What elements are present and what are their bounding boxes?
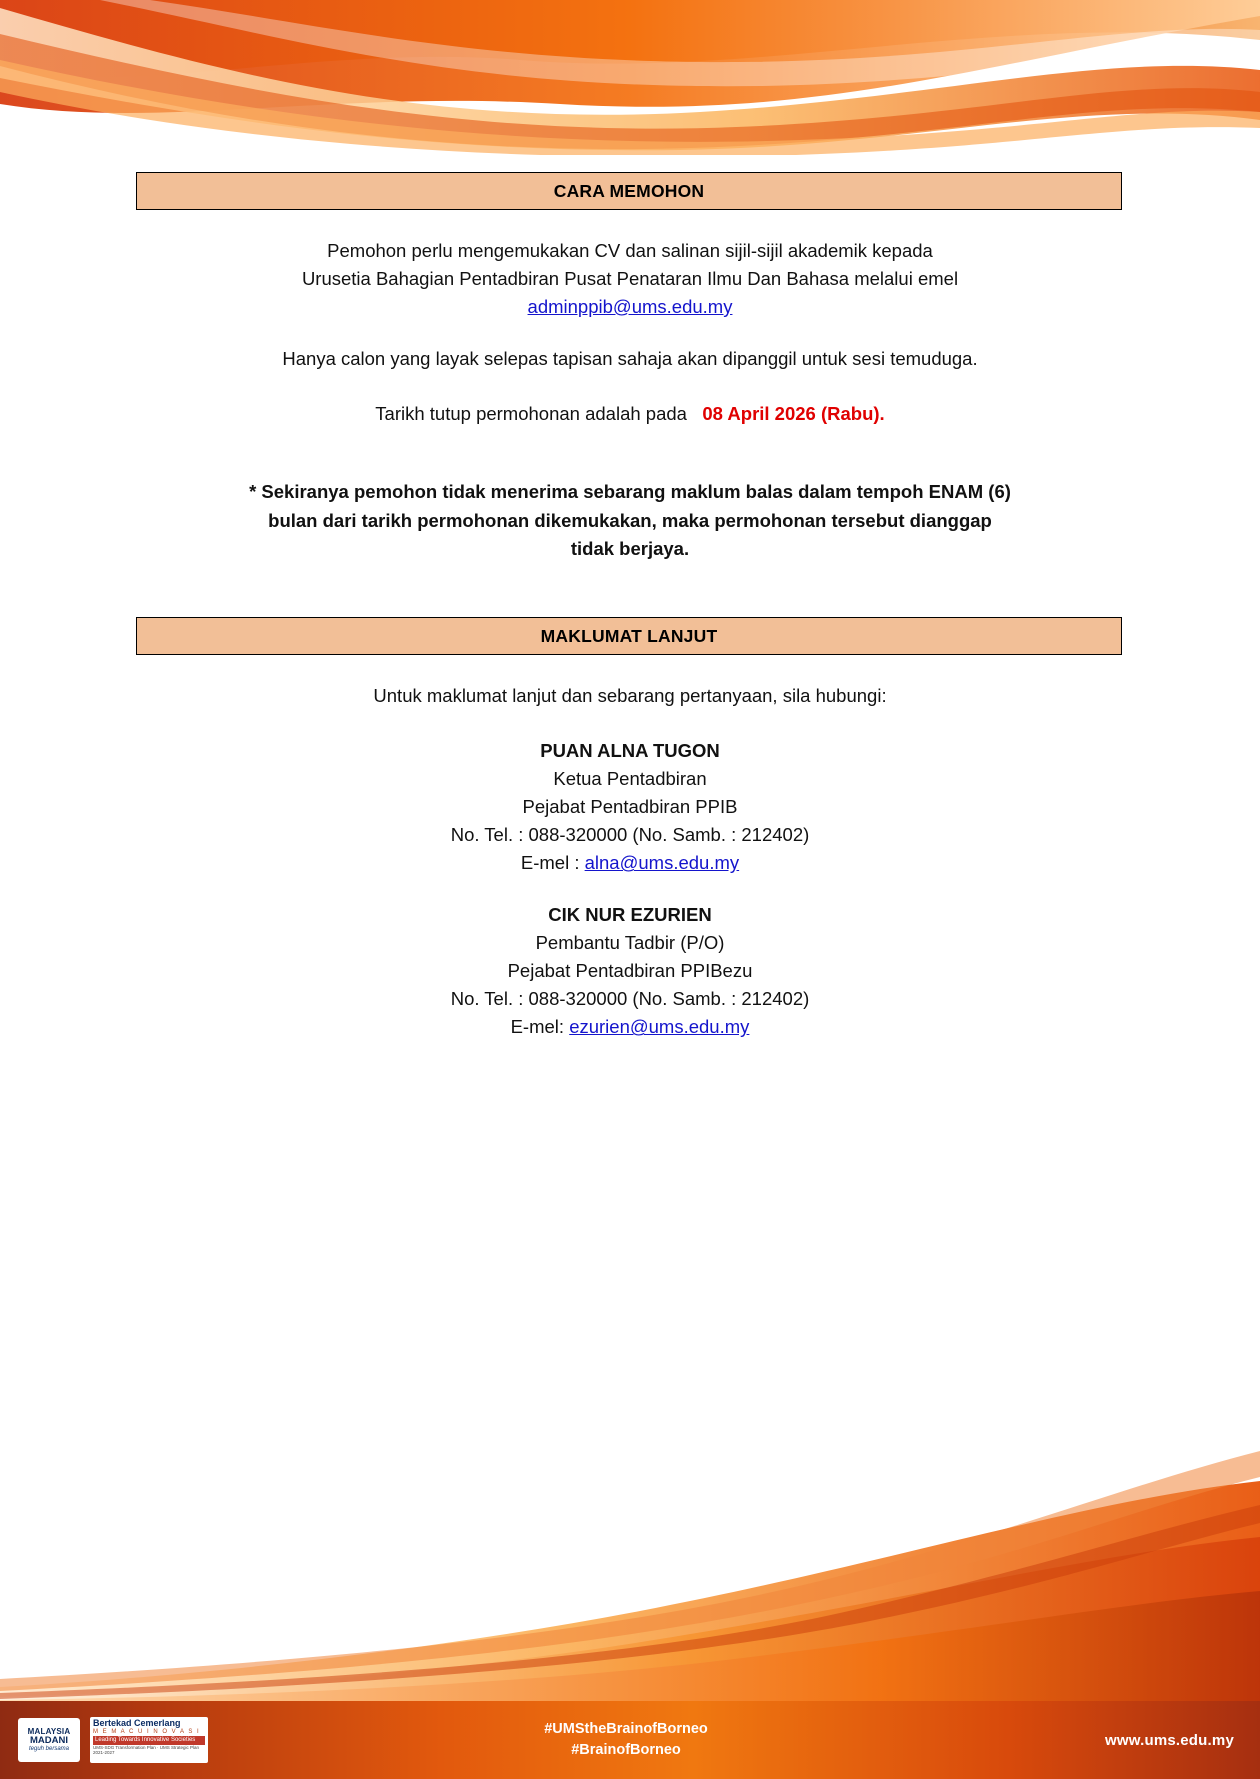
section-header-maklumat-lanjut: MAKLUMAT LANJUT xyxy=(136,617,1122,655)
contact-1-office: Pejabat Pentadbiran PPIB xyxy=(522,796,738,818)
shortlist-note-text: Hanya calon yang layak selepas tapisan sahaja akan dipanggil untuk sesi temuduga. xyxy=(282,348,978,369)
apply-instruction-line-2 xyxy=(0,265,1260,293)
contact-2-email-row xyxy=(0,1013,1260,1041)
footer-hashtags xyxy=(318,1719,934,1761)
contact-1-email-row xyxy=(0,849,1260,877)
closing-date-label: Tarikh tutup permohonan adalah pada xyxy=(375,403,687,424)
contact-1-position: Ketua Pentadbiran xyxy=(553,768,707,790)
contact-2-phone: No. Tel. : 088-320000 (No. Samb. : 212402) xyxy=(450,988,810,1010)
contact-1-phone: No. Tel. : 088-320000 (No. Samb. : 212402) xyxy=(450,824,810,846)
bertekad-line-3: Leading Towards Innovative Societies xyxy=(93,1736,205,1745)
bertekad-line-1: Bertekad Cemerlang xyxy=(93,1718,181,1728)
closing-date-value: 08 April 2026 (Rabu). xyxy=(702,403,885,424)
no-response-note xyxy=(0,478,1260,564)
contact-1-email-link[interactable]: alna@ums.edu.my xyxy=(584,852,740,874)
bertekad-line-4: UMS-SDG Transformation Plan · UMS Strategic Plan 2021-2027 xyxy=(93,1745,200,1756)
no-response-note-line-1: * Sekiranya pemohon tidak menerima sebarang maklum balas dalam tempoh ENAM (6) xyxy=(249,481,1011,502)
contact-2-name: CIK NUR EZURIEN xyxy=(548,904,712,925)
no-response-note-line-2: bulan dari tarikh permohonan dikemukakan, maka permohonan tersebut dianggap xyxy=(268,509,992,531)
bottom-decorative-wave xyxy=(0,1441,1260,1701)
top-decorative-wave xyxy=(0,0,1260,155)
apply-instruction-text-1: Pemohon perlu mengemukakan CV dan salinan sijil-sijil akademik kepada xyxy=(327,240,933,261)
footer-hashtag-primary: #UMStheBrainofBorneo xyxy=(544,1720,708,1737)
no-response-note-line-3: tidak berjaya. xyxy=(570,538,690,560)
more-info-intro-text: Untuk maklumat lanjut dan sebarang pertanyaan, sila hubungi: xyxy=(373,685,887,706)
madani-logo-mid: MADANI xyxy=(30,1735,68,1747)
contact-2-email-link[interactable]: ezurien@ums.edu.my xyxy=(569,1016,750,1038)
shortlist-note-line xyxy=(0,345,1260,373)
apply-instruction-line-1 xyxy=(0,237,1260,265)
contact-card-1 xyxy=(0,737,1260,878)
madani-logo-top: MALAYSIA xyxy=(27,1726,71,1736)
madani-logo-tagline: teguh bersama xyxy=(28,1746,70,1753)
footer-logos xyxy=(0,1717,318,1763)
contact-2-email-label: E-mel: xyxy=(510,1016,570,1038)
contact-1-name: PUAN ALNA TUGON xyxy=(540,740,720,761)
contact-2-position: Pembantu Tadbir (P/O) xyxy=(535,932,725,954)
apply-email-link[interactable]: adminppib@ums.edu.my xyxy=(527,296,733,317)
bertekad-cemerlang-logo xyxy=(90,1717,208,1763)
section-header-cara-memohon: CARA MEMOHON xyxy=(136,172,1122,210)
contact-card-2 xyxy=(0,901,1260,1042)
more-info-intro xyxy=(0,682,1260,710)
bertekad-line-2: M E M A C U I N O V A S I xyxy=(93,1728,201,1735)
contact-1-email-label: E-mel : xyxy=(520,852,585,874)
footer-website[interactable]: www.ums.edu.my xyxy=(1105,1731,1234,1749)
malaysia-madani-logo xyxy=(18,1718,80,1762)
footer-hashtag-secondary: #BrainofBorneo xyxy=(571,1742,681,1758)
closing-date-line xyxy=(0,400,1260,428)
footer-bar xyxy=(0,1701,1260,1779)
apply-email-line xyxy=(0,293,1260,321)
contact-2-office: Pejabat Pentadbiran PPIBezu xyxy=(507,960,753,982)
apply-instruction-text-2: Urusetia Bahagian Pentadbiran Pusat Penataran Ilmu Dan Bahasa melalui emel xyxy=(301,268,959,289)
